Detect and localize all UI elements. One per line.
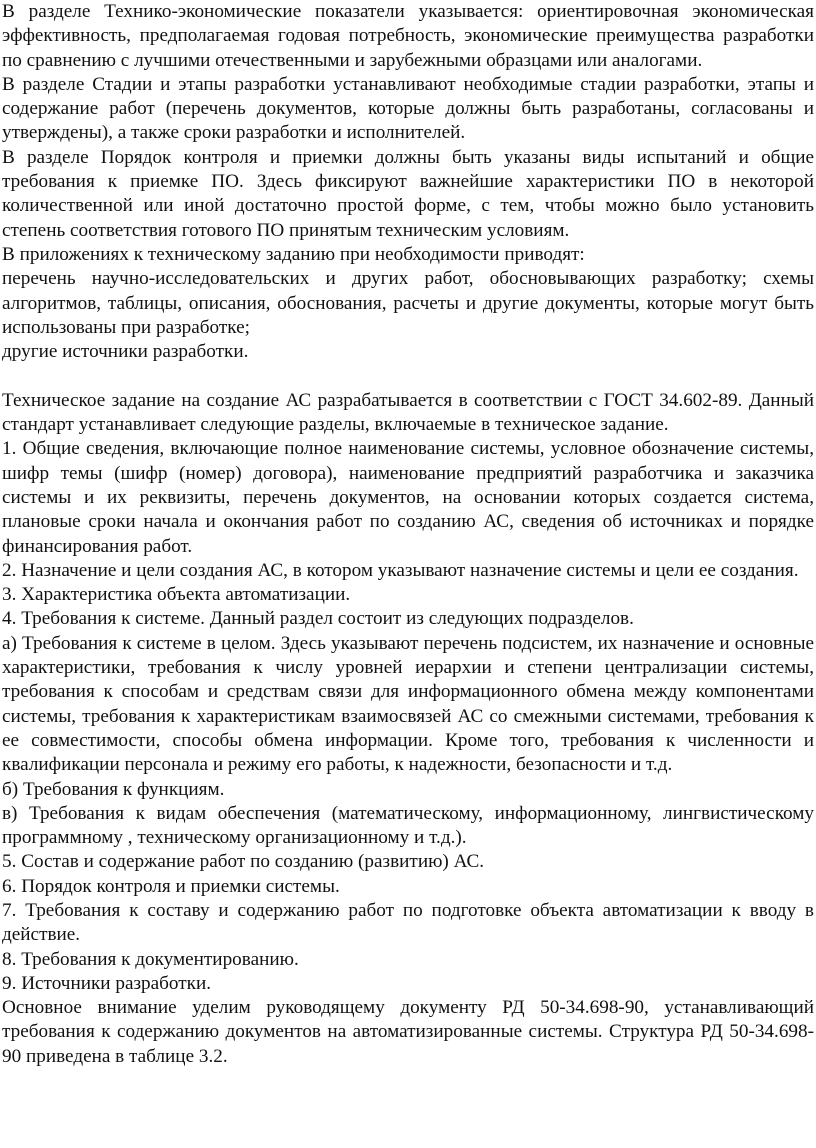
paragraph-gost-intro: Техническое задание на создание АС разрабатывается в соответствии с ГОСТ 34.602-89. Данный стандарт устанавливает следующие разделы, включаемые в техническое задание. [2, 389, 814, 436]
paragraph-other-sources: другие источники разработки. [2, 341, 249, 363]
sublist-item-support-types: в) Требования к видам обеспечения (математическому, информационному, лингвистическому программному , техническому организационному и т.д.). [2, 802, 814, 849]
list-item-general-info: 1. Общие сведения, включающие полное наименование системы, условное обозначение системы, шифр темы (шифр (номер) договора), наименование предприятий разработчика и заказчика системы и их реквизиты, перечень документов, на основании которых создается система, плановые сроки начала и окончания работ по созданию АС, сведения об источниках и порядке финансирования работ. [2, 438, 814, 557]
blank-line [2, 364, 814, 388]
sublist-item-functions: б) Требования к функциям. [2, 778, 225, 800]
paragraph-control-acceptance: В разделе Порядок контроля и приемки должны быть указаны виды испытаний и общие требования к приемке ПО. Здесь фиксируют важнейшие характеристики ПО в некоторой количественной или иной достаточно простой форме, с тем, чтобы можно было установить степень соответствия готового ПО принятым техническим условиям. [2, 146, 814, 241]
paragraph-rd-intro: Основное внимание уделим руководящему документу РД 50-34.698-90, устанавливающий требования к содержанию документов на автоматизированные системы. Структура РД 50-34.698-90 приведена в таблице 3.2. [2, 997, 814, 1067]
paragraph-appendices-intro: В приложениях к техническому заданию при необходимости приводят: [2, 243, 585, 265]
list-item-purpose: 2. Назначение и цели создания АС, в котором указывают назначение системы и цели ее создания. [2, 559, 799, 581]
list-item-sources: 9. Источники разработки. [2, 972, 212, 994]
paragraph-appendices-list: перечень научно-исследовательских и других работ, обосновывающих разработку; схемы алгоритмов, таблицы, описания, обоснования, расчеты и другие документы, которые могут быть использованы при разработке; [2, 268, 814, 338]
list-item-object: 3. Характеристика объекта автоматизации. [2, 584, 351, 606]
list-item-documentation: 8. Требования к документированию. [2, 948, 299, 970]
list-item-control: 6. Порядок контроля и приемки системы. [2, 875, 340, 897]
sublist-item-system-whole: а) Требования к системе в целом. Здесь указывают перечень подсистем, их назначение и основные характеристики, требования к числу уровней иерархии и степени централизации системы, требования к способам и средствам связи для информационного обмена между компонентами системы, требования к характеристикам взаимосвязей АС со смежными системами, требования к ее совместимости, способы обмена информации. Кроме того, требования к численности и квалификации персонала и режиму его работы, к надежности, безопасности и т.д. [2, 632, 814, 776]
paragraph-tech-econ: В разделе Технико-экономические показатели указывается: ориентировочная экономическая эффективность, предполагаемая годовая потребность, экономические преимущества разработки по сравнению с лучшими отечественными и зарубежными образцами или аналогами. [2, 1, 814, 71]
list-item-work-content: 5. Состав и содержание работ по созданию (развитию) АС. [2, 851, 485, 873]
paragraph-stages: В разделе Стадии и этапы разработки устанавливают необходимые стадии разработки, этапы и содержание работ (перечень документов, которые должны быть разработаны, согласованы и утверждены), а также сроки разработки и исполнителей. [2, 73, 814, 144]
list-item-preparation: 7. Требования к составу и содержанию работ по подготовке объекта автоматизации к вводу в действие. [2, 899, 814, 946]
list-item-requirements: 4. Требования к системе. Данный раздел состоит из следующих подразделов. [2, 608, 634, 630]
